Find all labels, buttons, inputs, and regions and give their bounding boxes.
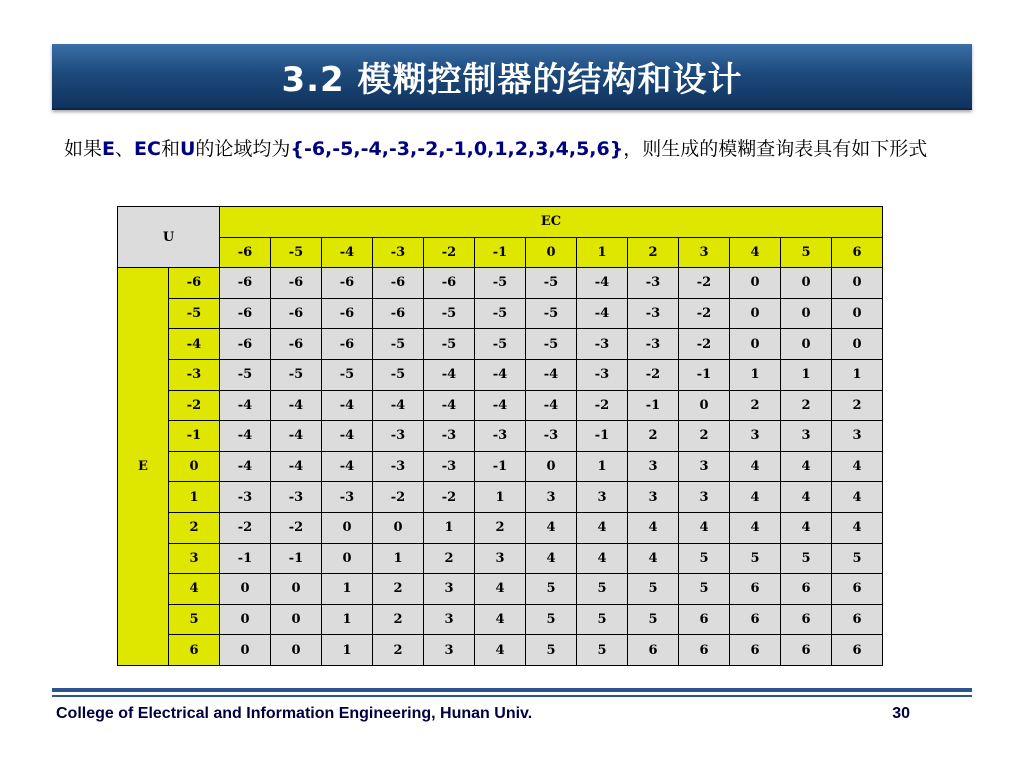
ec-column-header: -2 [424,237,475,268]
ec-column-header: 2 [628,237,679,268]
table-cell: 0 [271,604,322,635]
table-row [118,482,883,513]
table-cell: 5 [730,543,781,574]
table-cell: 0 [322,512,373,543]
table-cell: -3 [577,359,628,390]
table-cell: -3 [271,482,322,513]
table-cell: 1 [781,359,832,390]
table-cell: 4 [475,635,526,666]
table-cell: 6 [730,574,781,605]
table-cell: 1 [322,604,373,635]
table-cell: -6 [322,329,373,360]
e-row-header: 2 [169,512,220,543]
e-row-header: -4 [169,329,220,360]
table-cell: 4 [832,512,883,543]
table-cell: 0 [730,329,781,360]
table-row [118,268,883,299]
table-cell: 1 [832,359,883,390]
table-cell: -6 [322,298,373,329]
table-cell: 0 [781,298,832,329]
table-cell: -4 [220,451,271,482]
table-cell: -4 [373,390,424,421]
table-cell: 3 [577,482,628,513]
table-cell: 0 [526,451,577,482]
table-cell: 4 [781,482,832,513]
table-cell: -6 [271,268,322,299]
table-cell: -6 [220,329,271,360]
table-cell: 4 [781,512,832,543]
table-cell: 4 [577,543,628,574]
table-row [118,298,883,329]
table-header-row [118,207,883,238]
ec-group-header: EC [220,207,883,238]
table-cell: 1 [475,482,526,513]
e-row-header: -5 [169,298,220,329]
table-cell: 4 [832,482,883,513]
table-cell: -4 [322,390,373,421]
intro-paragraph [64,135,954,164]
table-cell: -5 [475,268,526,299]
ec-column-header: -1 [475,237,526,268]
table-cell: 5 [781,543,832,574]
table-cell: 2 [730,390,781,421]
e-row-header: -1 [169,421,220,452]
table-cell: 4 [628,512,679,543]
table-cell: 4 [730,482,781,513]
table-cell: -3 [475,421,526,452]
table-row [118,635,883,666]
ec-column-header: -6 [220,237,271,268]
table-cell: 5 [577,574,628,605]
table-cell: -6 [271,298,322,329]
intro-text: 和 [160,138,180,160]
table-cell: 0 [730,268,781,299]
table-cell: -6 [373,268,424,299]
ec-column-header: 4 [730,237,781,268]
table-cell: -3 [628,298,679,329]
table-cell: -4 [424,390,475,421]
table-cell: 6 [679,635,730,666]
table-row [118,359,883,390]
slide-title: 3.2 模糊控制器的结构和设计 [281,59,743,100]
table-cell: 4 [730,512,781,543]
table-cell: 0 [832,329,883,360]
table-cell: 1 [322,574,373,605]
table-cell: -3 [322,482,373,513]
table-cell: 4 [526,543,577,574]
table-cell: 4 [679,512,730,543]
table-cell: 3 [679,482,730,513]
table-cell: 4 [475,604,526,635]
e-row-header: 4 [169,574,220,605]
e-row-header: 6 [169,635,220,666]
table-cell: 2 [424,543,475,574]
table-cell: 3 [781,421,832,452]
table-cell: 6 [628,635,679,666]
table-cell: 4 [781,451,832,482]
table-cell: 4 [832,451,883,482]
table-cell: 3 [679,451,730,482]
table-cell: 5 [832,543,883,574]
table-cell: 2 [475,512,526,543]
e-row-header: 3 [169,543,220,574]
table-cell: -1 [220,543,271,574]
table-cell: 2 [373,574,424,605]
table-cell: 6 [832,635,883,666]
table-row [118,329,883,360]
table-cell: 2 [781,390,832,421]
table-row [118,451,883,482]
table-cell: 3 [730,421,781,452]
table-cell: -6 [424,268,475,299]
table-cell: -2 [424,482,475,513]
table-cell: 1 [322,635,373,666]
table-cell: -2 [679,329,730,360]
table-cell: 6 [679,604,730,635]
table-cell: 2 [373,604,424,635]
table-cell: -5 [424,298,475,329]
table-cell: 1 [730,359,781,390]
table-cell: -2 [679,268,730,299]
e-row-header: 5 [169,604,220,635]
table-cell: -4 [475,390,526,421]
table-cell: -4 [220,390,271,421]
table-cell: 3 [832,421,883,452]
table-cell: 0 [781,329,832,360]
e-row-header: -6 [169,268,220,299]
table-cell: -5 [475,298,526,329]
table-cell: 0 [220,604,271,635]
ec-column-header: 1 [577,237,628,268]
table-cell: 0 [781,268,832,299]
table-cell: -1 [271,543,322,574]
table-cell: -6 [373,298,424,329]
table-cell: 5 [526,635,577,666]
table-cell: 2 [832,390,883,421]
table-cell: -4 [220,421,271,452]
intro-text: ，则生成的模糊查询表具有如下形式 [623,138,928,160]
table-cell: 6 [730,604,781,635]
table-cell: -2 [679,298,730,329]
table-cell: -3 [373,421,424,452]
table-cell: -4 [424,359,475,390]
table-cell: 3 [424,635,475,666]
table-cell: 6 [781,635,832,666]
table-cell: -4 [526,390,577,421]
table-cell: 5 [679,574,730,605]
table-cell: -4 [271,451,322,482]
ec-column-header: 3 [679,237,730,268]
table-cell: -5 [220,359,271,390]
table-cell: -5 [526,298,577,329]
ec-column-header: 0 [526,237,577,268]
table-cell: 6 [781,604,832,635]
table-cell: -3 [424,451,475,482]
table-cell: 4 [730,451,781,482]
table-cell: 0 [373,512,424,543]
table-cell: 2 [679,421,730,452]
table-cell: -1 [679,359,730,390]
ec-column-header: -4 [322,237,373,268]
table-cell: 0 [271,574,322,605]
footer-divider-thin [52,695,972,697]
table-cell: -1 [475,451,526,482]
footer-divider-thick [52,688,972,692]
table-cell: 2 [628,421,679,452]
table-row [118,604,883,635]
table-cell: 5 [526,604,577,635]
table-cell: 4 [577,512,628,543]
intro-text: 如果 [64,138,103,160]
ec-column-header: 5 [781,237,832,268]
table-cell: -2 [373,482,424,513]
e-row-header: -3 [169,359,220,390]
table-cell: -5 [526,268,577,299]
ec-column-header: -5 [271,237,322,268]
table-cell: -4 [577,298,628,329]
table-cell: -5 [526,329,577,360]
e-group-header: E [118,268,169,666]
table-cell: 3 [628,451,679,482]
table-cell: -5 [424,329,475,360]
table-cell: 0 [832,298,883,329]
table-cell: -6 [322,268,373,299]
table-cell: -4 [322,421,373,452]
table-cell: 0 [832,268,883,299]
table-row [118,574,883,605]
table-cell: -2 [628,359,679,390]
table-cell: -4 [526,359,577,390]
table-cell: -3 [373,451,424,482]
intro-highlight: U [179,138,196,160]
intro-text: 的论域均为 [195,138,291,160]
table-cell: 0 [679,390,730,421]
ec-column-header: 6 [832,237,883,268]
fuzzy-lookup-table [117,206,883,666]
table-cell: 0 [730,298,781,329]
intro-highlight: {-6,-5,-4,-3,-2,-1,0,1,2,3,4,5,6} [290,138,624,160]
table-cell: -4 [577,268,628,299]
table-cell: 5 [679,543,730,574]
ec-column-header: -3 [373,237,424,268]
table-cell: -2 [220,512,271,543]
table-cell: 6 [832,604,883,635]
e-row-header: 1 [169,482,220,513]
intro-highlight: EC [134,138,161,160]
table-cell: 0 [220,635,271,666]
table-cell: 2 [373,635,424,666]
table-cell: 0 [322,543,373,574]
table-cell: 0 [271,635,322,666]
table-cell: -1 [628,390,679,421]
intro-text: 、 [115,138,135,160]
table-cell: 6 [832,574,883,605]
table-cell: -3 [577,329,628,360]
page-number: 30 [892,705,910,722]
footer-institution: College of Electrical and Information Engineering, Hunan Univ. [56,705,533,722]
table-cell: -3 [424,421,475,452]
table-cell: 3 [424,604,475,635]
table-cell: 4 [628,543,679,574]
table-cell: -1 [577,421,628,452]
table-cell: -4 [322,451,373,482]
table-cell: -5 [373,359,424,390]
table-cell: 6 [730,635,781,666]
table-cell: -5 [322,359,373,390]
table-cell: -6 [220,298,271,329]
table-cell: -3 [220,482,271,513]
table-cell: -3 [526,421,577,452]
table-row [118,390,883,421]
table-cell: 3 [475,543,526,574]
table-cell: 5 [628,574,679,605]
table-cell: -2 [577,390,628,421]
table-cell: 1 [373,543,424,574]
table-cell: -5 [475,329,526,360]
table-cell: 5 [577,635,628,666]
table-cell: -4 [271,421,322,452]
table-cell: -5 [271,359,322,390]
table-cell: 1 [577,451,628,482]
table-cell: -2 [271,512,322,543]
table-cell: 0 [220,574,271,605]
table-cell: 5 [577,604,628,635]
table-cell: 6 [781,574,832,605]
table-row [118,543,883,574]
table-cell: 3 [526,482,577,513]
table-cell: -6 [220,268,271,299]
table-cell: -4 [475,359,526,390]
table-cell: 3 [628,482,679,513]
table-cell: 5 [526,574,577,605]
e-row-header: 0 [169,451,220,482]
table-header-row [118,237,883,268]
e-row-header: -2 [169,390,220,421]
table-cell: -4 [271,390,322,421]
table-cell: 5 [628,604,679,635]
title-bar [52,44,972,110]
table-row [118,421,883,452]
intro-highlight: E [102,138,115,160]
corner-label-u: U [118,207,220,268]
table-cell: -6 [271,329,322,360]
table-cell: -3 [628,268,679,299]
table-row [118,512,883,543]
table-cell: 4 [475,574,526,605]
table-cell: -3 [628,329,679,360]
table-cell: 3 [424,574,475,605]
table-cell: 1 [424,512,475,543]
table-cell: 4 [526,512,577,543]
table-cell: -5 [373,329,424,360]
